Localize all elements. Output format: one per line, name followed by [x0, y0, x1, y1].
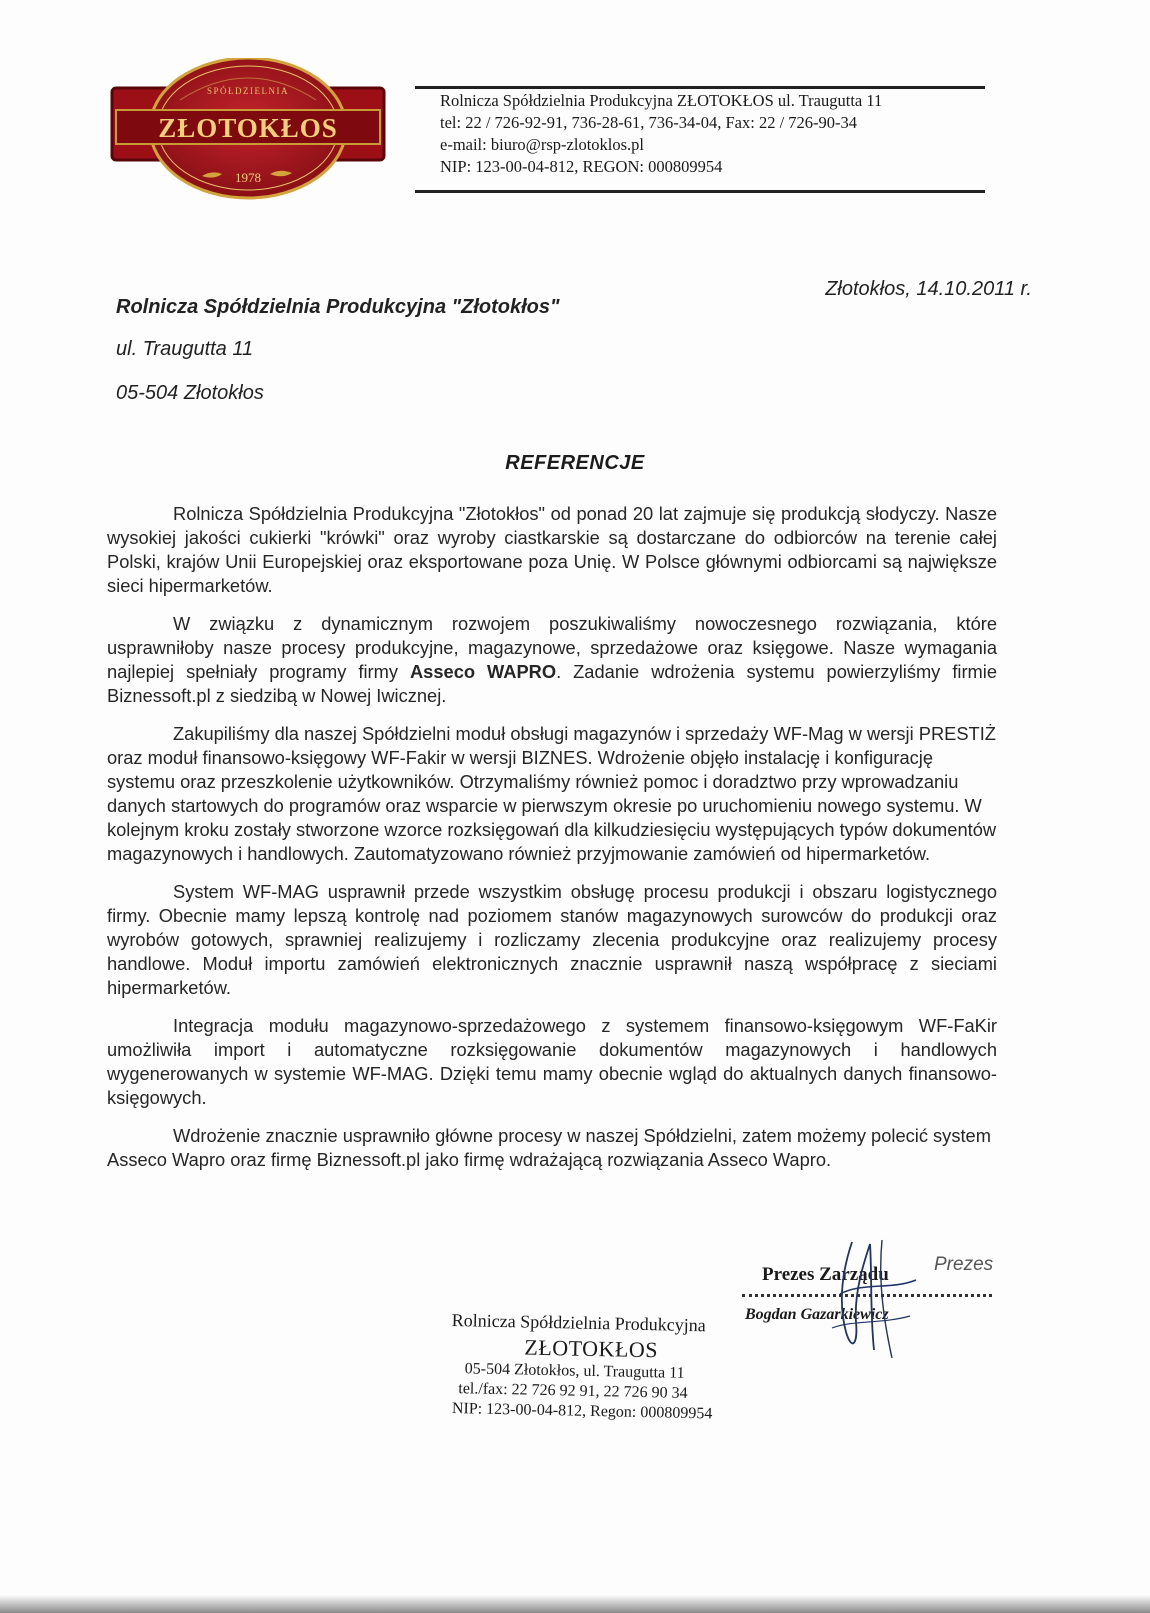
sender-city: 05-504 Złotokłos — [116, 382, 264, 404]
president-stamp-role: Prezes Zarządu — [762, 1264, 889, 1285]
handwritten-signature — [812, 1232, 932, 1362]
logo-brand-text: ZŁOTOKŁOS — [158, 113, 338, 143]
paragraph-2 — [107, 612, 997, 708]
zlotoklos-logo — [110, 58, 386, 208]
logo-year: 1978 — [235, 170, 261, 185]
stamp-line-1: Rolnicza Spółdzielnia Produkcyjna — [451, 1310, 706, 1336]
company-stamp — [450, 1310, 752, 1425]
letterhead-bottom-rule — [415, 190, 985, 193]
letterhead-line-3: e-mail: biuro@rsp-zlotoklos.pl — [440, 135, 644, 154]
logo-arc-text: SPÓŁDZIELNIA — [207, 86, 289, 96]
stamp-line-5: NIP: 123-00-04-812, Regon: 000809954 — [451, 1400, 713, 1423]
sender-address — [116, 296, 560, 404]
sender-street: ul. Traugutta 11 — [116, 338, 254, 360]
letterhead-line-2: tel: 22 / 726-92-91, 736-28-61, 736-34-04, Fax: 22 / 726-90-34 — [440, 113, 858, 132]
paragraph-2-text-b: . Zadanie wdrożenia systemu powierzyliśmy firmie Biznessoft.pl z siedzibą w Nowej Iwicznej. — [107, 661, 998, 706]
asseco-wapro-brand: Asseco WAPRO — [409, 661, 557, 682]
letterhead-line-1: Rolnicza Spółdzielnia Produkcyjna ZŁOTOKŁOS ul. Traugutta 11 — [440, 91, 883, 110]
signature-role-label: Prezes — [934, 1254, 994, 1275]
stamp-line-2: ZŁOTOKŁOS — [524, 1334, 659, 1363]
paragraph-3: Zakupiliśmy dla naszej Spółdzielni moduł obsługi magazynów i sprzedaży WF-Mag w wersji PRESTIŻ oraz moduł finansowo-księgowy WF-Fakir w wersji BIZNES. Wdrożenie objęło instalację i konfigurację systemu oraz przeszkolenie użytkowników. Otrzymaliśmy również pomoc i doradztwo przy wprowadzaniu danych startowych do programów oraz wsparcie w pierwszym okresie po uruchomieniu nowego systemu. W kolejnym kroku zostały stworzone wzorce rozksięgowań dla kilkudziesięciu występujących typów dokumentów magazynowych i handlowych. Zautomatyzowano również przyjmowanie zamówień od hipermarketów. — [107, 723, 997, 864]
document-title: REFERENCJE — [505, 452, 645, 474]
sender-name: Rolnicza Spółdzielnia Produkcyjna "Złotokłos" — [116, 296, 560, 318]
letterhead-top-rule — [415, 86, 985, 89]
letterhead-line-4: NIP: 123-00-04-812, REGON: 000809954 — [440, 157, 723, 176]
paragraph-4: System WF-MAG usprawnił przede wszystkim obsługę procesu produkcji i obszaru logistycznego firmy. Obecnie mamy lepszą kontrolę nad poziomem stanów magazynowych surowców do produkcji oraz wyrobów gotowych, sprawniej realizujemy i rozliczamy zlecenia produkcyjne oraz realizujemy procesy handlowe. Moduł importu zamówień elektronicznych znacznie usprawnił naszą współpracę z sieciami hipermarketów. — [107, 881, 997, 998]
paragraph-1: Rolnicza Spółdzielnia Produkcyjna "Złotokłos" od ponad 20 lat zajmuje się produkcją słodyczy. Nasze wysokiej jakości cukierki "krówki" oraz wyroby ciastkarskie są dostarczane do odbiorców na terenie całej Polski, krajów Unii Europejskiej oraz eksportowane poza Unię. W Polsce głównymi odbiorcami są największe sieci hipermarketów. — [107, 503, 997, 596]
paragraph-6: Wdrożenie znacznie usprawniło główne procesy w naszej Spółdzielni, zatem możemy polecić system Asseco Wapro oraz firmę Biznessoft.pl jako firmę wdrażającą rozwiązania Asseco Wapro. — [107, 1125, 991, 1170]
stamp-line-3: 05-504 Złotokłos, ul. Traugutta 11 — [464, 1360, 685, 1382]
stamp-line-4: tel./fax: 22 726 92 91, 22 726 90 34 — [458, 1380, 688, 1402]
scan-edge — [0, 1595, 1150, 1613]
paragraph-2-text-a: W związku z dynamicznym rozwojem poszukiwaliśmy nowoczesnego rozwiązania, które usprawniłoby nasze procesy produkcyjne, magazynowe, sprzedażowe oraz księgowe. Nasze wymagania najlepiej spełniały programy firmy — [107, 613, 997, 682]
place-and-date: Złotokłos, 14.10.2011 r. — [825, 278, 1032, 300]
paragraph-5: Integracja modułu magazynowo-sprzedażowego z systemem finansowo-księgowym WF-FaKir umożliwiła import i automatyczne rozksięgowanie dokumentów magazynowych i handlowych wygenerowanych w systemie WF-MAG. Dzięki temu mamy obecnie wgląd do aktualnych danych finansowo-księgowych. — [107, 1015, 997, 1108]
letter-body — [107, 502, 997, 1186]
letterhead-info — [440, 90, 980, 178]
president-name: Bogdan Gazarkiewicz — [745, 1306, 889, 1323]
